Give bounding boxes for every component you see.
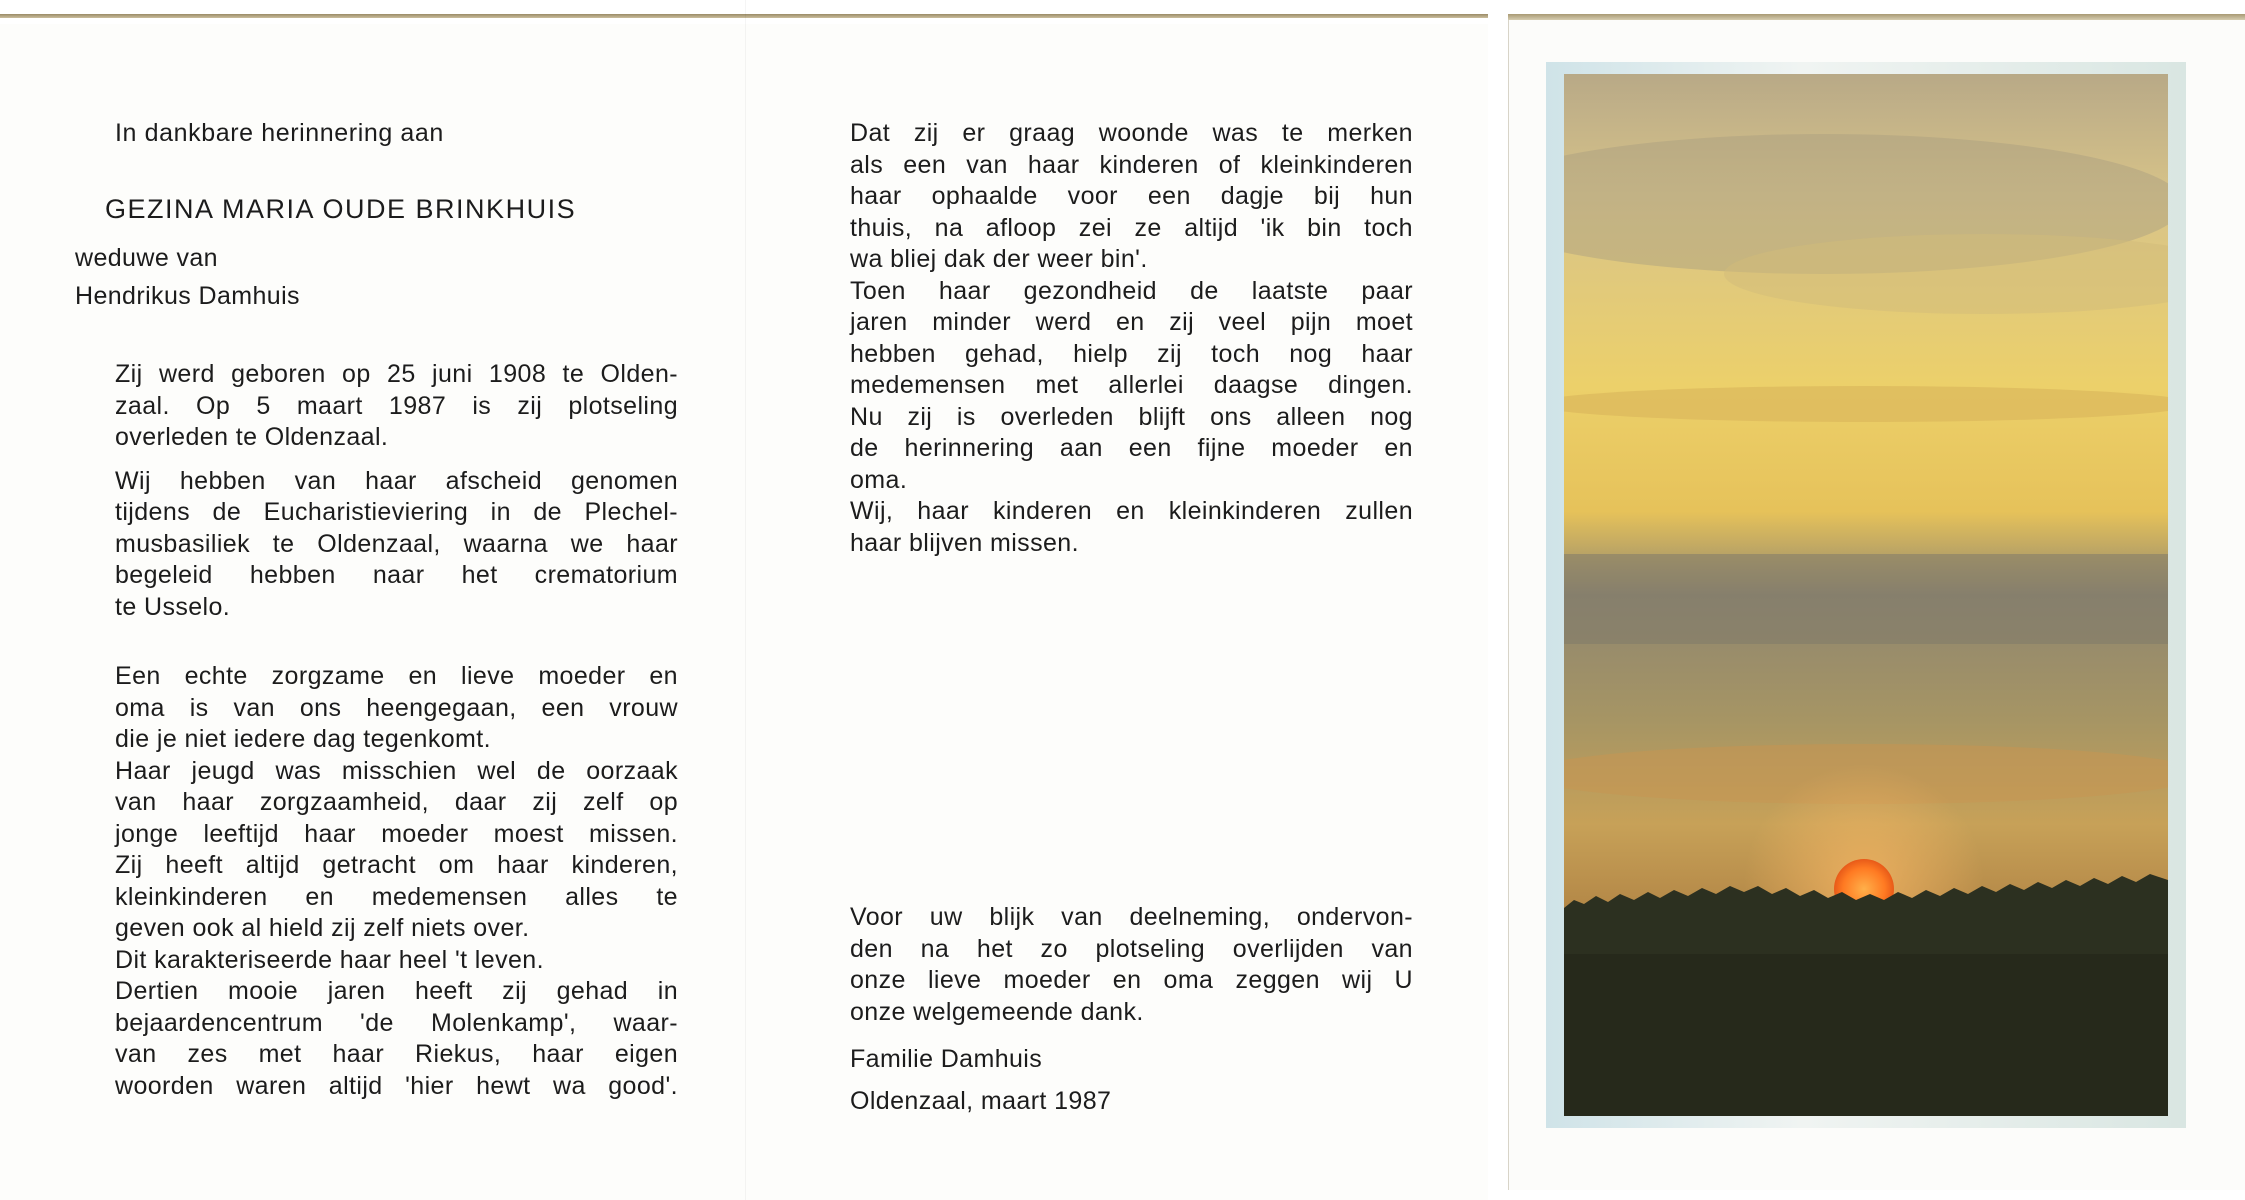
text-line: Dertien mooie jaren heeft zij gehad in xyxy=(115,977,678,1005)
text-line: musbasiliek te Oldenzaal, waarna we haar xyxy=(115,529,678,558)
text-line: den na het zo plotseling overlijden van xyxy=(850,934,1413,963)
text-line: wa bliej dak der weer bin'. xyxy=(850,245,1148,273)
text-line: bejaardencentrum 'de Molenkamp', waar- xyxy=(115,1008,678,1037)
text-line: zaal. Op 5 maart 1987 is zij plotseling xyxy=(115,391,678,420)
text-line: geven ook al hield zij zelf niets over. xyxy=(115,914,530,942)
text-line: Nu zij is overleden blijft ons alleen nog xyxy=(850,402,1413,431)
text-line: tijdens de Eucharistieviering in de Plechel- xyxy=(115,498,678,526)
text-line: thuis, na afloop zei ze altijd 'ik bin toch xyxy=(850,213,1413,242)
text-line: onze welgemeende dank. xyxy=(850,997,1144,1026)
text-line: te Usselo. xyxy=(115,592,231,621)
text-line: begeleid hebben naar het crematorium xyxy=(115,561,678,589)
text-line: Haar jeugd was misschien wel de oorzaak xyxy=(115,756,678,785)
card-top-edge xyxy=(0,14,1488,18)
widow-of-label: weduwe van xyxy=(75,244,218,272)
sunset-photo xyxy=(1546,62,2186,1128)
text-line: haar ophaalde voor een dagje bij hun xyxy=(850,182,1413,210)
left-page xyxy=(75,118,678,1102)
text-line: Wij hebben van haar afscheid genomen xyxy=(115,466,678,495)
text-line: woorden waren altijd 'hier hewt wa good'. xyxy=(115,1071,678,1100)
text-line: Een echte zorgzame en lieve moeder en xyxy=(115,662,678,690)
text-line: de herinnering aan een fijne moeder en xyxy=(850,434,1413,462)
text-line: Zij werd geboren op 25 juni 1908 te Olden- xyxy=(115,360,678,388)
deceased-name: GEZINA MARIA OUDE BRINKHUIS xyxy=(105,193,577,224)
text-line: overleden te Oldenzaal. xyxy=(115,423,389,451)
card-fold xyxy=(745,0,746,1200)
text-line: hebben gehad, hielp zij toch nog haar xyxy=(850,339,1413,368)
text-line: als een van haar kinderen of kleinkinderen xyxy=(850,150,1413,179)
farewell-paragraph xyxy=(115,466,678,624)
text-line: van haar zorgzaamheid, daar zij zelf op xyxy=(115,788,678,816)
text-line: kleinkinderen en medemensen alles te xyxy=(115,882,678,911)
birth-death-paragraph xyxy=(115,359,678,454)
middle-page xyxy=(850,118,1413,1117)
place-date: Oldenzaal, maart 1987 xyxy=(850,1086,1112,1115)
text-line: Dat zij er graag woonde was te merken xyxy=(850,119,1413,147)
intro-line: In dankbare herinnering aan xyxy=(115,119,444,147)
forest xyxy=(1564,954,2168,1116)
signature: Familie Damhuis xyxy=(850,1045,1043,1073)
text-line: jonge leeftijd haar moeder moest missen. xyxy=(115,819,678,848)
text-line: Wij, haar kinderen en kleinkinderen zullen xyxy=(850,497,1413,525)
text-line: Toen haar gezondheid de laatste paar xyxy=(850,276,1413,305)
text-line: jaren minder werd en zij veel pijn moet xyxy=(850,308,1413,336)
cloud-band xyxy=(1564,386,2168,422)
text-line: van zes met haar Riekus, haar eigen xyxy=(115,1040,678,1068)
residence-paragraph xyxy=(850,118,1413,559)
text-line: onze lieve moeder en oma zeggen wij U xyxy=(850,966,1413,994)
cloud-band xyxy=(1564,554,2168,644)
text-line: haar blijven missen. xyxy=(850,528,1079,557)
text-line: Zij heeft altijd getracht om haar kinderen, xyxy=(115,851,678,879)
thanks-paragraph xyxy=(850,902,1413,1028)
tribute-paragraph xyxy=(115,661,678,1102)
sunset-photo-image xyxy=(1564,74,2168,1116)
husband-name: Hendrikus Damhuis xyxy=(75,281,300,310)
text-line: medemensen met allerlei daagse dingen. xyxy=(850,371,1413,399)
text-line: oma. xyxy=(850,465,908,494)
text-line: Voor uw blijk van deelneming, ondervon- xyxy=(850,903,1413,931)
text-line: oma is van ons heengegaan, een vrouw xyxy=(115,693,678,722)
text-line: die je niet iedere dag tegenkomt. xyxy=(115,725,491,753)
text-line: Dit karakteriseerde haar heel 't leven. xyxy=(115,945,544,974)
